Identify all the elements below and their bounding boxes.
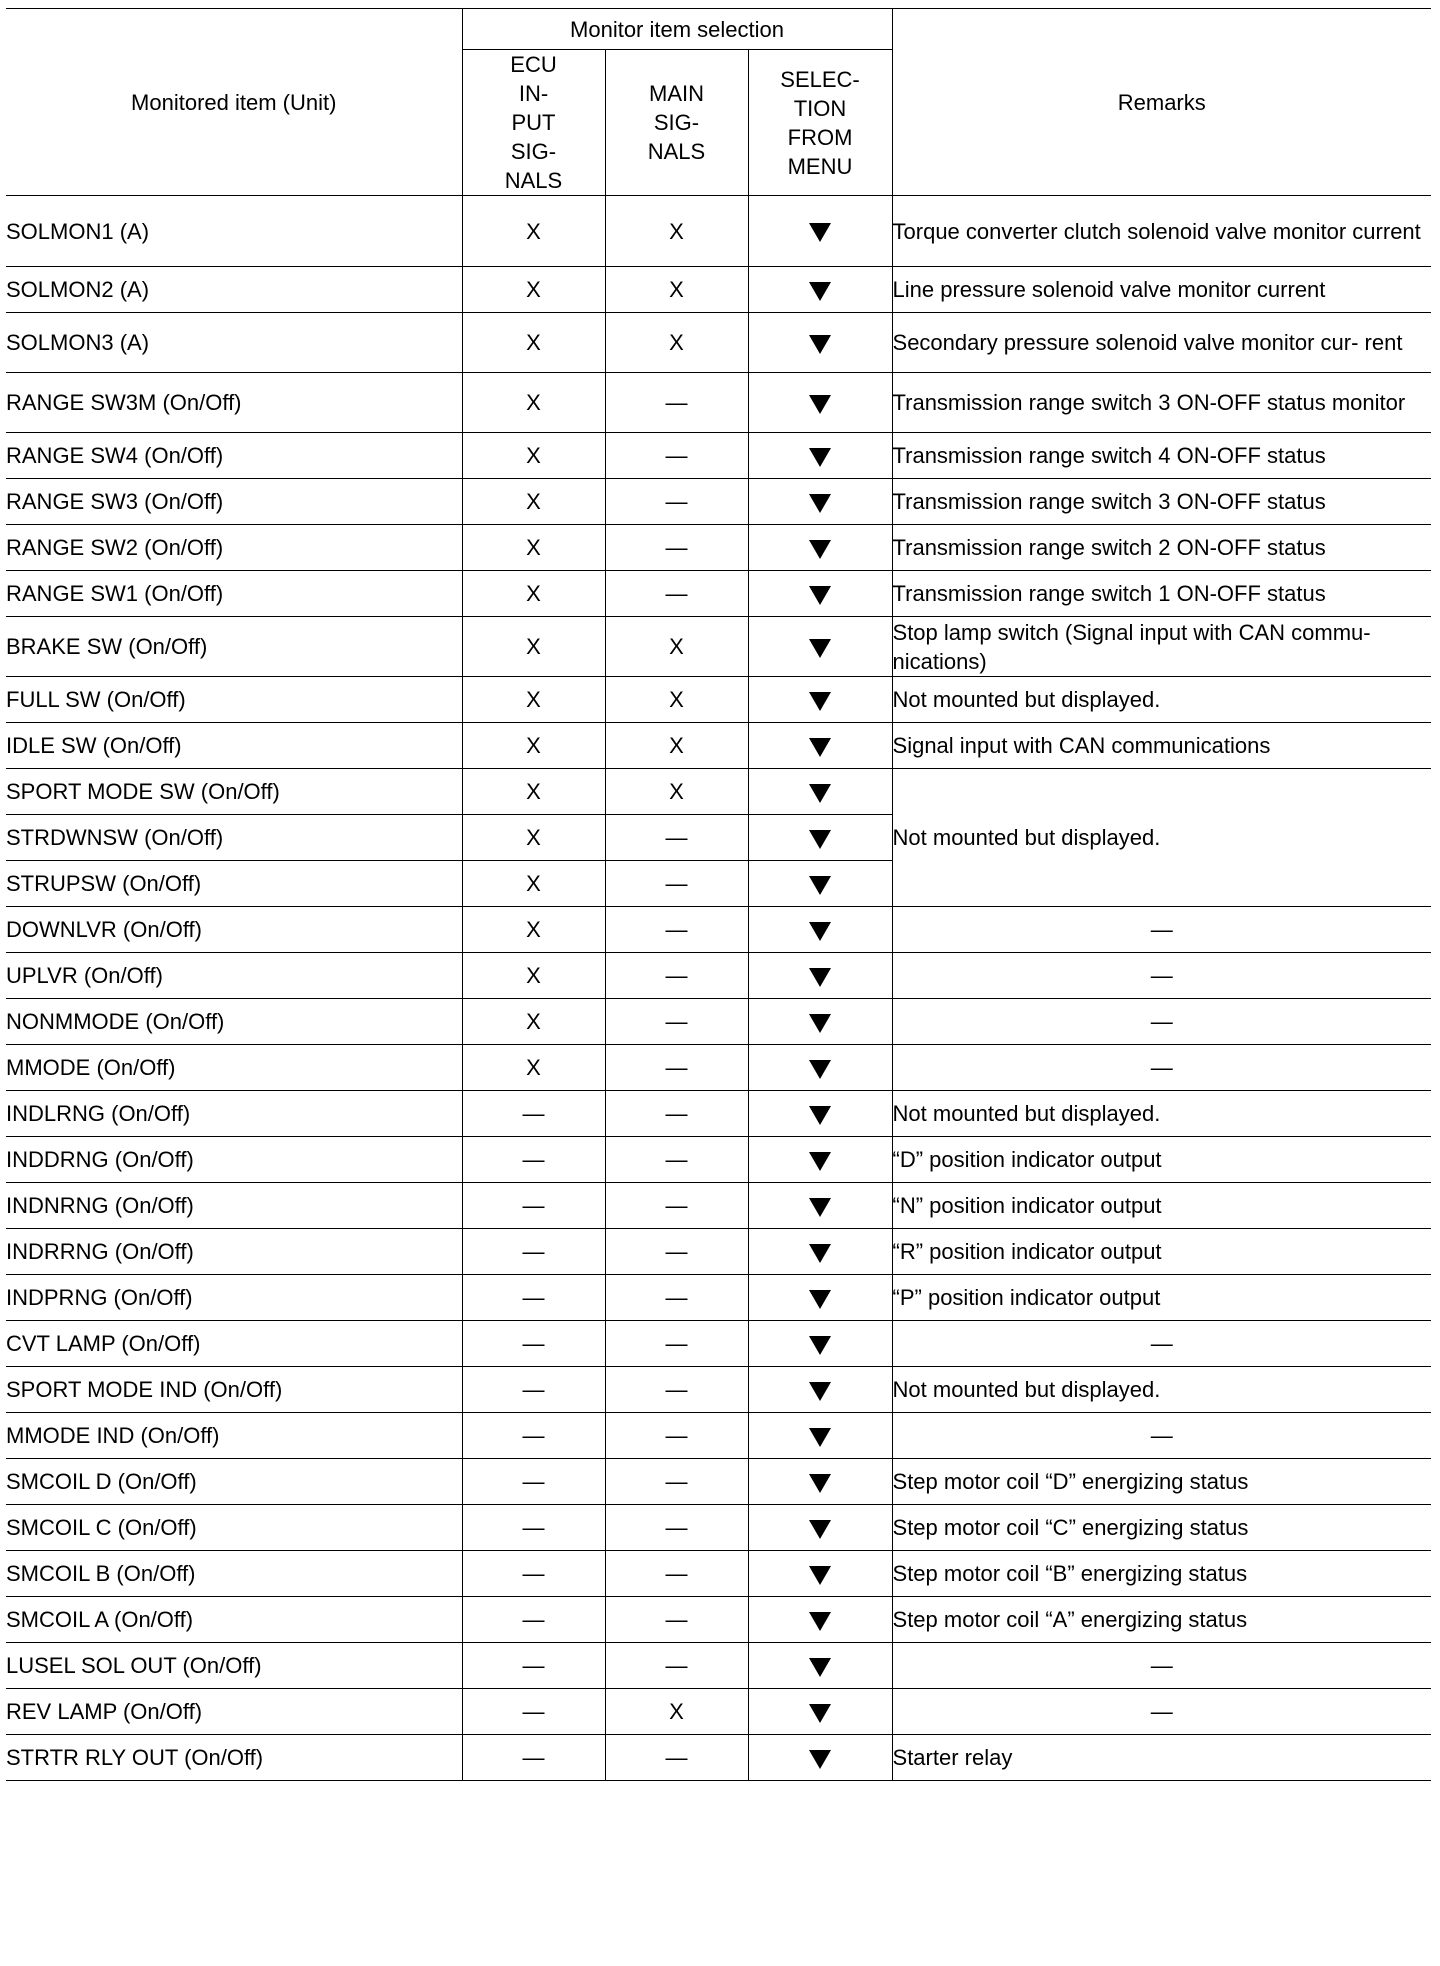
selection-from-menu-cell [748,1045,892,1091]
down-triangle-icon [809,1244,831,1263]
down-triangle-icon [809,494,831,513]
remarks-cell: Secondary pressure solenoid valve monitor cur- rent [892,313,1431,373]
main-signal-cell: — [605,433,748,479]
monitored-item-cell: UPLVR (On/Off) [6,953,462,999]
main-signal-cell: — [605,525,748,571]
down-triangle-icon [809,282,831,301]
main-signal-cell: — [605,1735,748,1781]
ecu-input-signal-cell: — [462,1275,605,1321]
main-signal-cell: — [605,1505,748,1551]
remarks-cell: “D” position indicator output [892,1137,1431,1183]
down-triangle-icon [809,223,831,242]
remarks-cell: — [892,1643,1431,1689]
monitored-item-cell: MMODE IND (On/Off) [6,1413,462,1459]
table-row [6,373,1431,433]
table-row [6,1689,1431,1735]
ecu-input-signal-cell: X [462,571,605,617]
remarks-cell: Signal input with CAN communications [892,723,1431,769]
main-signal-cell: — [605,999,748,1045]
main-signal-cell: — [605,861,748,907]
selection-from-menu-cell [748,433,892,479]
remarks-cell: — [892,999,1431,1045]
selection-from-menu-cell [748,815,892,861]
table-row [6,1275,1431,1321]
ecu-input-signal-cell: — [462,1551,605,1597]
remarks-cell: Step motor coil “A” energizing status [892,1597,1431,1643]
remarks-cell: “P” position indicator output [892,1275,1431,1321]
selection-from-menu-cell [748,1321,892,1367]
ecu-input-signal-cell: X [462,433,605,479]
down-triangle-icon [809,448,831,467]
ecu-input-signal-cell: X [462,617,605,677]
monitored-item-cell: NONMMODE (On/Off) [6,999,462,1045]
down-triangle-icon [809,968,831,987]
selection-from-menu-cell [748,1367,892,1413]
main-signal-cell: — [605,1597,748,1643]
selection-from-menu-cell [748,525,892,571]
selection-from-menu-cell [748,1597,892,1643]
down-triangle-icon [809,1382,831,1401]
down-triangle-icon [809,876,831,895]
table-row [6,1459,1431,1505]
header-ecu-input-signals: ECU IN- PUT SIG- NALS [462,50,605,196]
down-triangle-icon [809,1152,831,1171]
main-signal-cell: — [605,953,748,999]
main-signal-cell: X [605,723,748,769]
header-remarks: Remarks [892,9,1431,196]
monitored-item-cell: INDDRNG (On/Off) [6,1137,462,1183]
selection-from-menu-cell [748,1275,892,1321]
selection-from-menu-cell [748,1091,892,1137]
table-row [6,525,1431,571]
main-signal-cell: — [605,1367,748,1413]
main-signal-cell: — [605,1137,748,1183]
main-signal-cell: — [605,1091,748,1137]
ecu-input-signal-cell: — [462,1091,605,1137]
down-triangle-icon [809,1658,831,1677]
remarks-cell: Not mounted but displayed. [892,1091,1431,1137]
table-row [6,196,1431,267]
table-row [6,953,1431,999]
monitored-item-cell: BRAKE SW (On/Off) [6,617,462,677]
remarks-cell: Not mounted but displayed. [892,1367,1431,1413]
down-triangle-icon [809,738,831,757]
monitored-item-cell: SMCOIL B (On/Off) [6,1551,462,1597]
selection-from-menu-cell [748,196,892,267]
ecu-input-signal-cell: X [462,196,605,267]
down-triangle-icon [809,1106,831,1125]
monitored-item-cell: STRUPSW (On/Off) [6,861,462,907]
table-row [6,267,1431,313]
down-triangle-icon [809,1060,831,1079]
main-signal-cell: X [605,769,748,815]
ecu-input-signal-cell: X [462,373,605,433]
monitored-item-cell: LUSEL SOL OUT (On/Off) [6,1643,462,1689]
main-signal-cell: — [605,1459,748,1505]
ecu-input-signal-cell: X [462,769,605,815]
main-signal-cell: — [605,1643,748,1689]
monitored-item-cell: STRTR RLY OUT (On/Off) [6,1735,462,1781]
ecu-input-signal-cell: X [462,999,605,1045]
selection-from-menu-cell [748,1551,892,1597]
main-signal-cell: — [605,1413,748,1459]
monitored-item-cell: RANGE SW4 (On/Off) [6,433,462,479]
selection-from-menu-cell [748,1459,892,1505]
table-row [6,617,1431,677]
remarks-cell: Transmission range switch 3 ON-OFF status monitor [892,373,1431,433]
main-signal-cell: — [605,1183,748,1229]
monitored-item-cell: INDNRNG (On/Off) [6,1183,462,1229]
remarks-cell: Torque converter clutch solenoid valve monitor current [892,196,1431,267]
main-signal-cell: X [605,677,748,723]
down-triangle-icon [809,1428,831,1447]
monitored-item-cell: RANGE SW2 (On/Off) [6,525,462,571]
table-row [6,1505,1431,1551]
remarks-cell: — [892,907,1431,953]
main-signal-cell: — [605,1045,748,1091]
remarks-cell: Step motor coil “B” energizing status [892,1551,1431,1597]
table-row [6,723,1431,769]
down-triangle-icon [809,1612,831,1631]
selection-from-menu-cell [748,861,892,907]
ecu-input-signal-cell: X [462,723,605,769]
main-signal-cell: X [605,196,748,267]
ecu-input-signal-cell: X [462,861,605,907]
main-signal-cell: — [605,815,748,861]
ecu-input-signal-cell: — [462,1413,605,1459]
monitored-item-cell: SMCOIL D (On/Off) [6,1459,462,1505]
monitored-item-cell: RANGE SW3 (On/Off) [6,479,462,525]
selection-from-menu-cell [748,313,892,373]
main-signal-cell: — [605,1275,748,1321]
down-triangle-icon [809,1290,831,1309]
down-triangle-icon [809,1474,831,1493]
selection-from-menu-cell [748,479,892,525]
monitored-item-cell: FULL SW (On/Off) [6,677,462,723]
selection-from-menu-cell [748,1505,892,1551]
monitored-item-cell: INDLRNG (On/Off) [6,1091,462,1137]
main-signal-cell: — [605,1229,748,1275]
monitored-item-cell: DOWNLVR (On/Off) [6,907,462,953]
table-row [6,433,1431,479]
remarks-cell: Transmission range switch 4 ON-OFF status [892,433,1431,479]
table-row [6,1137,1431,1183]
monitored-item-cell: SOLMON1 (A) [6,196,462,267]
main-signal-cell: — [605,479,748,525]
header-monitor-item-selection: Monitor item selection [462,9,892,50]
down-triangle-icon [809,1520,831,1539]
remarks-cell: Starter relay [892,1735,1431,1781]
down-triangle-icon [809,830,831,849]
table-row [6,1551,1431,1597]
selection-from-menu-cell [748,1689,892,1735]
monitored-item-cell: SPORT MODE SW (On/Off) [6,769,462,815]
monitored-item-cell: INDPRNG (On/Off) [6,1275,462,1321]
table-row [6,1229,1431,1275]
main-signal-cell: — [605,571,748,617]
remarks-cell: Not mounted but displayed. [892,769,1431,907]
table-row [6,1413,1431,1459]
ecu-input-signal-cell: X [462,267,605,313]
selection-from-menu-cell [748,1735,892,1781]
monitored-item-cell: SMCOIL C (On/Off) [6,1505,462,1551]
ecu-input-signal-cell: — [462,1367,605,1413]
header-main-signals: MAIN SIG- NALS [605,50,748,196]
remarks-cell: — [892,1045,1431,1091]
selection-from-menu-cell [748,373,892,433]
ecu-input-signal-cell: — [462,1183,605,1229]
table-row [6,999,1431,1045]
down-triangle-icon [809,1566,831,1585]
header-selection-from-menu: SELEC- TION FROM MENU [748,50,892,196]
remarks-cell: — [892,1321,1431,1367]
down-triangle-icon [809,540,831,559]
remarks-cell: — [892,1689,1431,1735]
remarks-cell: Line pressure solenoid valve monitor current [892,267,1431,313]
table-row [6,479,1431,525]
monitored-item-cell: SPORT MODE IND (On/Off) [6,1367,462,1413]
selection-from-menu-cell [748,1137,892,1183]
table-header [6,9,1431,196]
remarks-cell: — [892,953,1431,999]
remarks-cell: Step motor coil “C” energizing status [892,1505,1431,1551]
monitored-item-cell: REV LAMP (On/Off) [6,1689,462,1735]
main-signal-cell: X [605,1689,748,1735]
ecu-input-signal-cell: X [462,815,605,861]
remarks-cell: “N” position indicator output [892,1183,1431,1229]
down-triangle-icon [809,1704,831,1723]
down-triangle-icon [809,1014,831,1033]
ecu-input-signal-cell: X [462,313,605,373]
selection-from-menu-cell [748,1413,892,1459]
monitored-item-cell: MMODE (On/Off) [6,1045,462,1091]
selection-from-menu-cell [748,1183,892,1229]
table-row [6,907,1431,953]
main-signal-cell: — [605,907,748,953]
selection-from-menu-cell [748,953,892,999]
ecu-input-signal-cell: — [462,1735,605,1781]
monitored-item-cell: RANGE SW1 (On/Off) [6,571,462,617]
ecu-input-signal-cell: — [462,1137,605,1183]
main-signal-cell: — [605,1551,748,1597]
table-row [6,677,1431,723]
monitored-item-cell: SMCOIL A (On/Off) [6,1597,462,1643]
table-row [6,1183,1431,1229]
selection-from-menu-cell [748,267,892,313]
monitored-item-cell: SOLMON3 (A) [6,313,462,373]
remarks-cell: “R” position indicator output [892,1229,1431,1275]
monitored-item-cell: IDLE SW (On/Off) [6,723,462,769]
monitored-item-cell: INDRRNG (On/Off) [6,1229,462,1275]
table-row [6,1597,1431,1643]
remarks-cell: Transmission range switch 1 ON-OFF status [892,571,1431,617]
main-signal-cell: X [605,617,748,677]
main-signal-cell: X [605,313,748,373]
selection-from-menu-cell [748,907,892,953]
main-signal-cell: X [605,267,748,313]
selection-from-menu-cell [748,1229,892,1275]
down-triangle-icon [809,335,831,354]
down-triangle-icon [809,1336,831,1355]
down-triangle-icon [809,784,831,803]
down-triangle-icon [809,692,831,711]
table-row [6,571,1431,617]
table-row [6,1321,1431,1367]
selection-from-menu-cell [748,999,892,1045]
ecu-input-signal-cell: — [462,1505,605,1551]
down-triangle-icon [809,639,831,658]
remarks-cell: Step motor coil “D” energizing status [892,1459,1431,1505]
ecu-input-signal-cell: — [462,1229,605,1275]
monitored-item-cell: RANGE SW3M (On/Off) [6,373,462,433]
selection-from-menu-cell [748,571,892,617]
monitor-item-table [6,8,1431,1781]
ecu-input-signal-cell: — [462,1459,605,1505]
ecu-input-signal-cell: X [462,677,605,723]
remarks-cell: Transmission range switch 2 ON-OFF status [892,525,1431,571]
ecu-input-signal-cell: X [462,907,605,953]
down-triangle-icon [809,922,831,941]
header-monitored-item: Monitored item (Unit) [6,9,462,196]
table-row [6,1045,1431,1091]
selection-from-menu-cell [748,723,892,769]
ecu-input-signal-cell: X [462,479,605,525]
remarks-cell: — [892,1413,1431,1459]
down-triangle-icon [809,1198,831,1217]
down-triangle-icon [809,395,831,414]
ecu-input-signal-cell: — [462,1597,605,1643]
ecu-input-signal-cell: — [462,1689,605,1735]
remarks-cell: Not mounted but displayed. [892,677,1431,723]
selection-from-menu-cell [748,769,892,815]
down-triangle-icon [809,1750,831,1769]
ecu-input-signal-cell: — [462,1643,605,1689]
table-row [6,1735,1431,1781]
ecu-input-signal-cell: X [462,1045,605,1091]
table-row [6,1643,1431,1689]
remarks-cell: Stop lamp switch (Signal input with CAN commu- nications) [892,617,1431,677]
down-triangle-icon [809,586,831,605]
monitored-item-cell: CVT LAMP (On/Off) [6,1321,462,1367]
selection-from-menu-cell [748,677,892,723]
selection-from-menu-cell [748,1643,892,1689]
table-row [6,769,1431,815]
ecu-input-signal-cell: X [462,525,605,571]
main-signal-cell: — [605,1321,748,1367]
table-row [6,313,1431,373]
monitored-item-cell: SOLMON2 (A) [6,267,462,313]
ecu-input-signal-cell: — [462,1321,605,1367]
ecu-input-signal-cell: X [462,953,605,999]
monitored-item-cell: STRDWNSW (On/Off) [6,815,462,861]
main-signal-cell: — [605,373,748,433]
table-row [6,1091,1431,1137]
table-body [6,196,1431,1781]
selection-from-menu-cell [748,617,892,677]
table-row [6,1367,1431,1413]
remarks-cell: Transmission range switch 3 ON-OFF status [892,479,1431,525]
